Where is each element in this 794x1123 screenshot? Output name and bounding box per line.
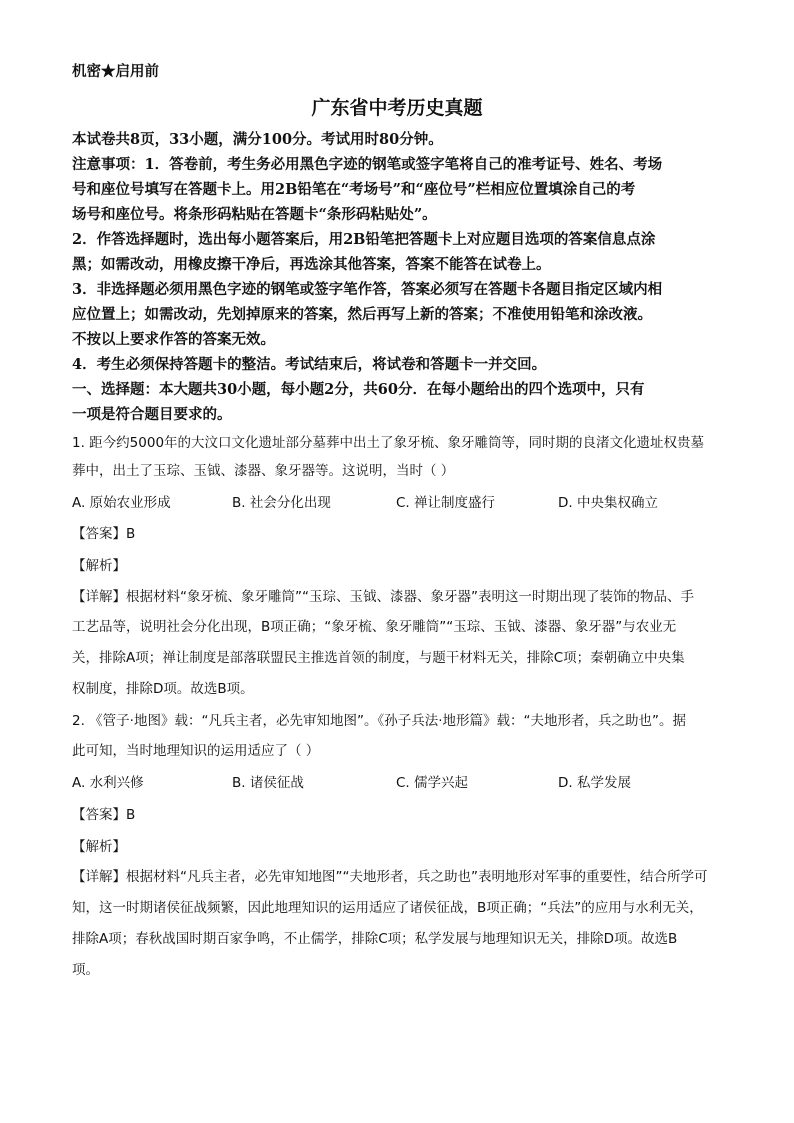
question-stem: 此可知，当时地理知识的运用适应了（ ） [72,743,320,759]
section-heading: 一、选择题：本大题共30小题，每小题2分，共60分．在每小题给出的四个选项中，只有 [72,381,645,398]
detail-line: 关，排除A项；禅让制度是部落联盟民主推选首领的制度，与题干材料无关，排除C项；秦朝确立中央集 [72,650,685,666]
option-d: D. 中央集权确立 [558,495,658,511]
notes-line: 不按以上要求作答的答案无效。 [72,331,275,348]
exam-overview: 本试卷共8页，33小题，满分100分。考试用时80分钟。 [72,131,443,148]
answer-label: 【答案】B [72,807,136,823]
detail-line: 工艺品等，说明社会分化出现，B项正确；“象牙梳、象牙雕筒”“玉琮、玉钺、漆器、象牙器”与农业无 [72,619,677,635]
answer-label: 【答案】B [72,526,136,542]
page-title: 广东省中考历史真题 [311,97,483,119]
notes-line: 场号和座位号。将条形码粘贴在答题卡“条形码粘贴处”。 [72,206,437,223]
detail-line: 项。 [72,962,99,978]
analysis-label: 【解析】 [72,839,126,855]
confidential-label: 机密★启用前 [72,63,159,80]
notes-line: 2．作答选择题时，选出每小题答案后，用2B铅笔把答题卡上对应题目选项的答案信息点涂 [72,231,656,248]
option-a: A. 原始农业形成 [72,495,171,511]
notes-line: 3．非选择题必须用黑色字迹的钢笔或签字笔作答，答案必须写在答题卡各题目指定区域内相 [72,281,663,298]
notes-line: 应位置上；如需改动，先划掉原来的答案，然后再写上新的答案；不准使用铅笔和涂改液。 [72,306,652,323]
detail-line: 权制度，排除D项。故选B项。 [72,681,254,697]
notes-line: 4．考生必须保持答题卡的整洁。考试结束后，将试卷和答题卡一并交回。 [72,356,547,373]
option-b: B. 社会分化出现 [232,495,331,511]
notes-line: 号和座位号填写在答题卡上。用2B铅笔在“考场号”和“座位号”栏相应位置填涂自己的考 [72,181,636,198]
notes-line: 注意事项：1．答卷前，考生务必用黑色字迹的钢笔或签字笔将自己的准考证号、姓名、考场 [72,156,663,173]
option-a: A. 水利兴修 [72,775,144,791]
question-stem: 1. 距今约5000年的大汶口文化遗址部分墓葬中出土了象牙梳、象牙雕筒等，同时期的良渚文化遗址权贵墓 [72,435,705,451]
option-c: C. 儒学兴起 [396,775,469,791]
option-b: B. 诸侯征战 [232,775,304,791]
question-stem: 葬中，出土了玉琮、玉钺、漆器、象牙器等。这说明，当时（ ） [72,463,455,479]
detail-line: 知，这一时期诸侯征战频繁，因此地理知识的运用适应了诸侯征战，B项正确；“兵法”的应用与水利无关， [72,900,703,916]
detail-line: 【详解】根据材料“象牙梳、象牙雕筒”“玉琮、玉钺、漆器、象牙器”表明这一时期出现了装饰的物品、手 [72,589,694,605]
detail-line: 【详解】根据材料“凡兵主者，必先审知地图”“夫地形者，兵之助也”表明地形对军事的重要性，结合所学可 [72,869,708,885]
option-c: C. 禅让制度盛行 [396,495,496,511]
section-heading: 一项是符合题目要求的。 [72,406,232,423]
detail-line: 排除A项；春秋战国时期百家争鸣，不止儒学，排除C项；私学发展与地理知识无关，排除D项。故选B [72,931,678,947]
question-stem: 2. 《管子·地图》载：“凡兵主者，必先审知地图”。《孙子兵法·地形篇》载：“夫地形者，兵之助也”。据 [72,713,686,729]
option-d: D. 私学发展 [558,775,631,791]
analysis-label: 【解析】 [72,558,126,574]
notes-line: 黑；如需改动，用橡皮擦干净后，再选涂其他答案，答案不能答在试卷上。 [72,256,551,273]
